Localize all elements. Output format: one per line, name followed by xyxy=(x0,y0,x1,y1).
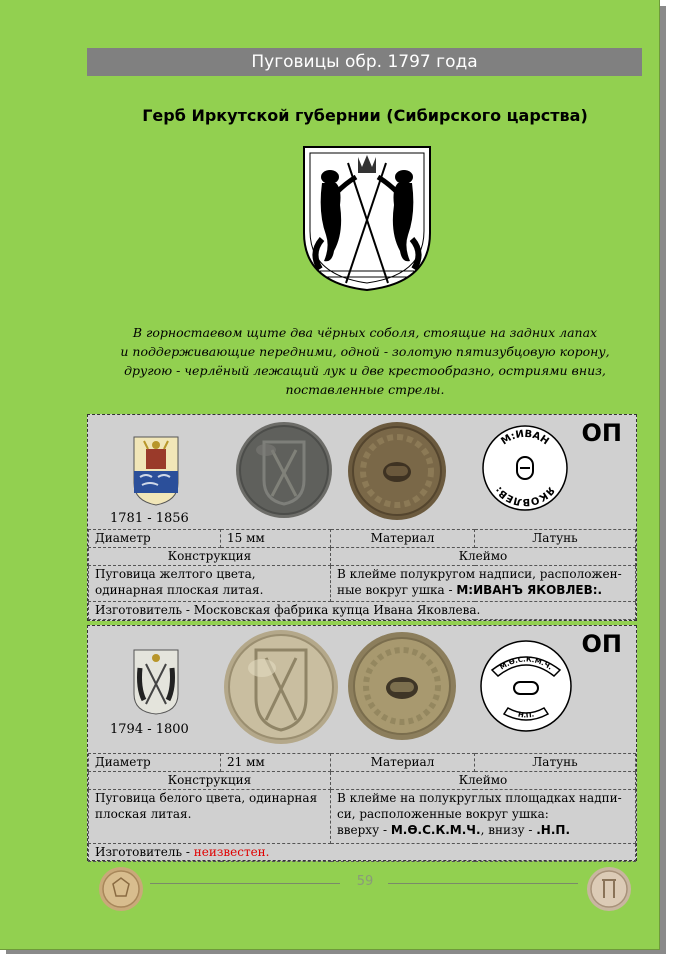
diameter-value: 15 мм xyxy=(221,530,331,548)
page-title: Пуговицы обр. 1797 года xyxy=(251,52,478,72)
page-shadow-bottom xyxy=(6,950,666,954)
maker-row xyxy=(89,602,636,620)
material-value: Латунь xyxy=(475,530,636,548)
svg-text:Н.П. xyxy=(517,710,535,719)
stamp-mark-bottom: .Н.П. xyxy=(536,823,570,837)
spec-table xyxy=(88,753,636,862)
stamp-mark-line xyxy=(337,822,629,838)
stamp-label: Клеймо xyxy=(331,772,636,790)
page-number: 59 xyxy=(356,874,374,889)
next-page-button[interactable] xyxy=(586,866,632,916)
years-range: 1794 - 1800 xyxy=(110,722,189,737)
previous-page-button[interactable] xyxy=(98,866,144,916)
construction-label: Конструкция xyxy=(89,548,331,566)
stamp-mark-text: М:ИВАНЪ ЯКОВЛЕВ:. xyxy=(456,583,603,597)
diameter-label: Диаметр xyxy=(89,754,221,772)
stamp-description xyxy=(331,790,636,844)
coat-description xyxy=(80,323,650,399)
city-coat-small-icon xyxy=(132,435,180,511)
years-range: 1781 - 1856 xyxy=(110,511,189,526)
diameter-value: 21 мм xyxy=(221,754,331,772)
page-shadow-right xyxy=(660,6,666,952)
irkutsk-coat-of-arms-image xyxy=(300,143,434,293)
maker-row xyxy=(89,844,636,862)
maker-value: Московская фабрика купца Ивана Яковлева. xyxy=(193,603,481,617)
coat-description-line: другою - черлёный лежащий лук и две крестообразно, остриями вниз, xyxy=(124,363,606,378)
stamp-text-top-label: вверху - xyxy=(337,823,391,837)
type-badge: ОП xyxy=(581,630,622,658)
stamp-text: В клейме на полукруглых площадках надпи-си, расположенные вокруг ушка: xyxy=(337,791,622,821)
material-value: Латунь xyxy=(475,754,636,772)
button-card-1 xyxy=(87,414,637,621)
construction-label: Конструкция xyxy=(89,772,331,790)
stamp-label: Клеймо xyxy=(331,548,636,566)
city-coat-small-icon xyxy=(132,648,180,720)
footer-divider-right xyxy=(388,883,578,884)
coat-description-line: поставленные стрелы. xyxy=(285,382,445,397)
coat-description-line: В горностаевом щите два чёрных соболя, стоящие на задних лапах xyxy=(132,325,598,340)
material-label: Материал xyxy=(331,530,475,548)
material-label: Материал xyxy=(331,754,475,772)
button-back-photo xyxy=(346,630,458,746)
stamp-top-text: М.Ѳ.С.К.М.Ч. xyxy=(498,655,554,672)
footer-divider-left xyxy=(150,883,340,884)
maker-label: Изготовитель - xyxy=(95,845,194,859)
construction-text: Пуговица белого цвета, одинарная плоская литая. xyxy=(89,790,331,844)
stamp-top-text: М:ИВАН xyxy=(499,428,551,448)
stamp-text-bottom-label: , внизу - xyxy=(480,823,537,837)
page-header xyxy=(87,48,642,76)
stamp-bottom-text: ЯКОВЛЕВ: xyxy=(493,484,557,508)
stamp-diagram xyxy=(480,423,570,517)
coat-description-line: и поддерживающие передними, одной - золотую пятизубцовую корону, xyxy=(120,344,610,359)
coat-of-arms-title: Герб Иркутской губернии (Сибирского царства) xyxy=(142,106,588,125)
spec-table xyxy=(88,529,636,620)
diameter-label: Диаметр xyxy=(89,530,221,548)
stamp-mark-top: М.Ѳ.С.К.М.Ч. xyxy=(390,823,481,837)
button-card-2 xyxy=(87,625,637,861)
construction-text: Пуговица желтого цвета, одинарная плоская литая. xyxy=(89,566,331,602)
maker-value: неизвестен. xyxy=(193,845,270,859)
button-front-photo xyxy=(234,420,334,524)
maker-label: Изготовитель - xyxy=(95,603,194,617)
button-front-photo xyxy=(222,628,340,750)
stamp-description xyxy=(331,566,636,602)
stamp-diagram xyxy=(478,638,574,738)
stamp-bottom-text: Н.П. xyxy=(517,710,535,720)
type-badge: ОП xyxy=(581,419,622,447)
button-back-photo xyxy=(346,420,448,526)
stamp-text: В клейме полукругом надписи, расположен-ные вокруг ушка - xyxy=(337,567,622,597)
